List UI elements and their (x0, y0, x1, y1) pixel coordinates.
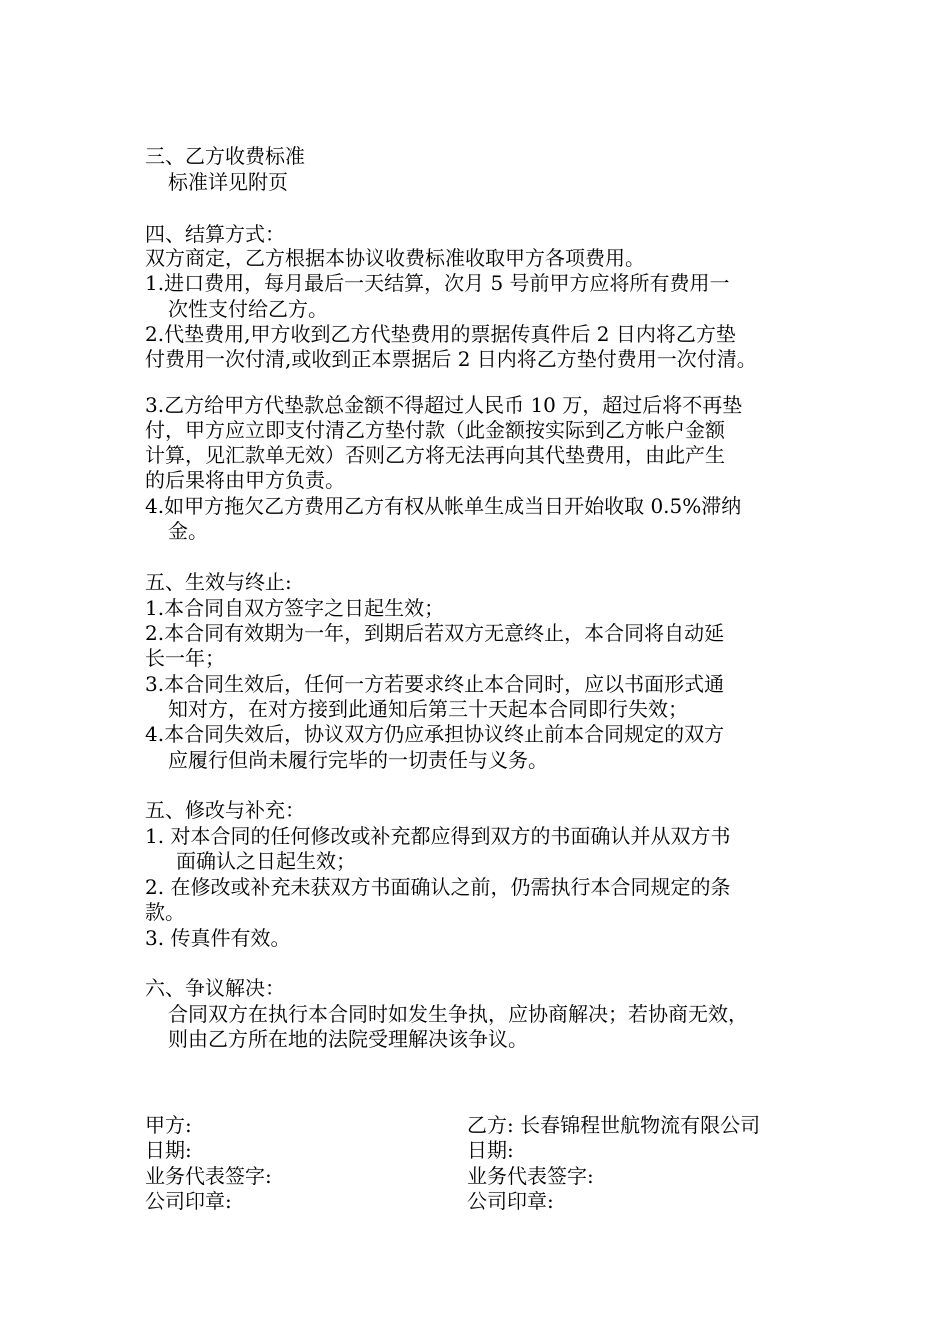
list-item-continuation: 应履行但尚未履行完毕的一切责任与义务。 (168, 748, 548, 772)
party-a-date: 日期: (145, 1138, 192, 1162)
list-item: 4.本合同失效后，协议双方仍应承担协议终止前本合同规定的双方 (145, 722, 725, 746)
list-item: 1.进口费用，每月最后一天结算，次月 5 号前甲方应将所有费用一 (145, 271, 730, 295)
list-item-continuation: 计算，见汇款单无效）否则乙方将无法再向其代垫费用，由此产生 (145, 443, 725, 467)
list-item-continuation: 付费用一次付清,或收到正本票据后 2 日内将乙方垫付费用一次付清。 (145, 347, 757, 371)
paragraph: 双方商定，乙方根据本协议收费标准收取甲方各项费用。 (145, 246, 645, 270)
party-b-date: 日期: (467, 1138, 514, 1162)
list-item-continuation: 金。 (168, 519, 208, 543)
list-item-continuation: 次性支付给乙方。 (168, 297, 328, 321)
party-b-label: 乙方: 长春锦程世航物流有限公司 (467, 1113, 761, 1137)
list-item: 2.代垫费用,甲方收到乙方代垫费用的票据传真件后 2 日内将乙方垫 (145, 322, 736, 346)
party-b-seal: 公司印章: (467, 1189, 554, 1213)
list-item: 1. 对本合同的任何修改或补充都应得到双方的书面确认并从双方书 (145, 824, 731, 848)
list-item: 3. 传真件有效。 (145, 926, 291, 950)
list-item-continuation: 面确认之日起生效； (176, 849, 356, 873)
paragraph: 合同双方在执行本合同时如发生争执，应协商解决；若协商无效， (168, 1002, 748, 1026)
section-heading: 五、生效与终止: (145, 570, 292, 594)
paragraph: 则由乙方所在地的法院受理解决该争议。 (168, 1027, 528, 1051)
party-b-rep-signature: 业务代表签字: (467, 1164, 594, 1188)
section-heading: 四、结算方式： (145, 222, 285, 246)
section-heading: 三、乙方收费标准 (145, 144, 305, 168)
list-item: 3.乙方给甲方代垫款总金额不得超过人民币 10 万，超过后将不再垫 (145, 393, 743, 417)
list-item-continuation: 款。 (145, 900, 185, 924)
list-item: 2. 在修改或补充未获双方书面确认之前，仍需执行本合同规定的条 (145, 875, 731, 899)
list-item: 4.如甲方拖欠乙方费用乙方有权从帐单生成当日开始收取 0.5%滞纳 (145, 494, 742, 518)
list-item-continuation: 的后果将由甲方负责。 (145, 468, 345, 492)
list-item: 1.本合同自双方签字之日起生效； (145, 596, 445, 620)
section-heading: 五、修改与补充： (145, 798, 305, 822)
list-item-continuation: 知对方，在对方接到此通知后第三十天起本合同即行失效； (168, 697, 688, 721)
party-a-seal: 公司印章: (145, 1189, 232, 1213)
list-item-continuation: 长一年； (145, 646, 225, 670)
section-body: 标准详见附页 (168, 170, 288, 194)
party-a-label: 甲方: (145, 1113, 192, 1137)
list-item: 2.本合同有效期为一年，到期后若双方无意终止，本合同将自动延 (145, 621, 725, 645)
section-heading: 六、争议解决： (145, 976, 285, 1000)
party-a-rep-signature: 业务代表签字: (145, 1164, 272, 1188)
list-item-continuation: 付，甲方应立即支付清乙方垫付款（此金额按实际到乙方帐户金额 (145, 418, 725, 442)
list-item: 3.本合同生效后，任何一方若要求终止本合同时，应以书面形式通 (145, 672, 725, 696)
